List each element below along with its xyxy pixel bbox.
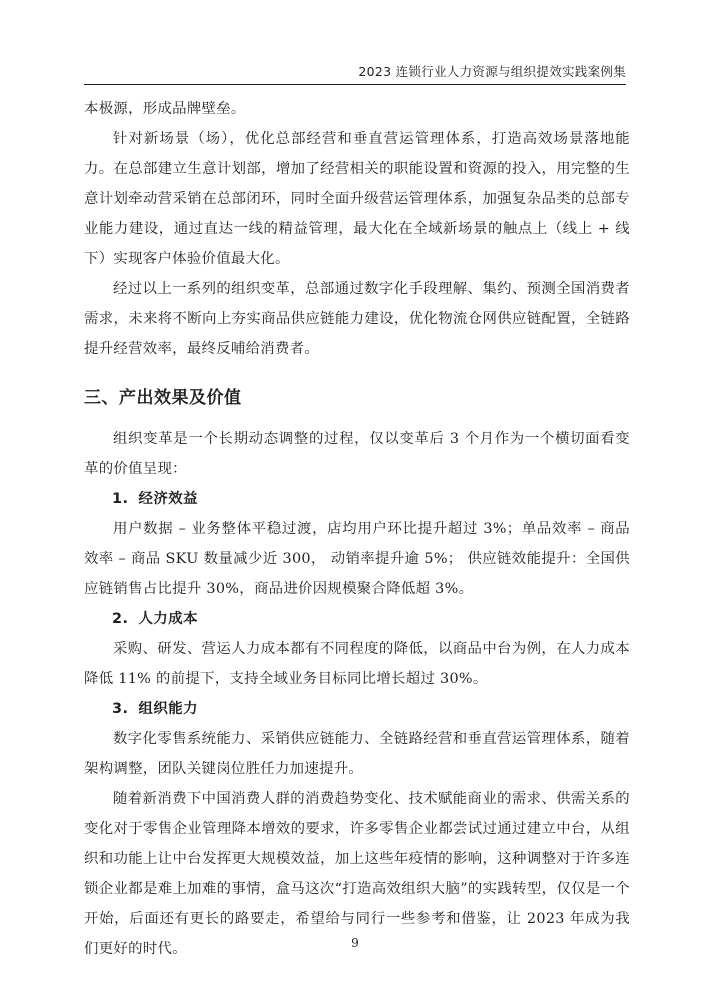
page-number: 9 [351, 936, 359, 950]
subsection-number: 1. [112, 491, 129, 507]
subsection-title: 人力成本 [138, 611, 199, 627]
subsection-number: 3. [112, 701, 129, 717]
paragraph-org-change: 经过以上一系列的组织变革，总部通过数字化手段理解、集约、预测全国消费者需求，未来将不断向上夯实商品供应链能力建设，优化物流仓网供应链配置，全链路提升经营效率，最终反哺给消费者。 [84, 281, 630, 357]
subsection-title: 经济效益 [138, 491, 199, 507]
paragraph-new-scene: 针对新场景（场），优化总部经营和垂直营运管理体系，打造高效场景落地能力。在总部建立生意计划部，增加了经营相关的职能设置和资源的投入，用完整的生意计划牵动营采销在总部闭环，同时全面升级营运管理体系，加强复杂品类的总部专业能力建设，通过直达一线的精益管理，最大化在全域新场景的触点上（线上 + 线下）实现客户体验价值最大化。 [84, 131, 630, 267]
subsection-text-labor-cost: 采购、研发、营运人力成本都有不同程度的降低，以商品中台为例，在人力成本降低 11% 的前提下，支持全域业务目标同比增长超过 30%。 [84, 641, 630, 687]
subsection-heading-labor-cost [84, 604, 630, 634]
subsection-heading-economic [84, 484, 630, 514]
subsection-title: 组织能力 [138, 701, 199, 717]
header-title: 2023 连锁行业人力资源与组织提效实践案例集 [358, 64, 626, 79]
page-body [84, 94, 630, 964]
subsection-text-economic: 用户数据 – 业务整体平稳过渡，店均用户环比提升超过 3%；单品效率 – 商品效率 – 商品 SKU 数量减少近 300， 动销率提升逾 5%； 供应链效能提升：全国供应链销售占比提升 30%，商品进价因规模聚合降低超 3%。 [84, 521, 630, 597]
running-header [84, 60, 626, 85]
subsection-number: 2. [112, 611, 129, 627]
paragraph-continuation: 本极源，形成品牌壁垒。 [84, 101, 246, 117]
section-intro: 组织变革是一个长期动态调整的过程，仅以变革后 3 个月作为一个横切面看变革的价值呈现： [84, 431, 630, 477]
closing-paragraph: 随着新消费下中国消费人群的消费趋势变化、技术赋能商业的需求、供需关系的变化对于零售企业管理降本增效的要求，许多零售企业都尝试过通过建立中台，从组织和功能上让中台发挥更大规模效益，加上这些年疫情的影响，这种调整对于许多连锁企业都是难上加难的事情，盒马这次“打造高效组织大脑”的实践转型，仅仅是一个开始，后面还有更长的路要走，希望给与同行一些参考和借鉴，让 2023 年成为我们更好的时代。 [84, 791, 630, 957]
section-title: 三、产出效果及价值 [84, 388, 242, 408]
subsection-heading-org-capability [84, 694, 630, 724]
subsection-text-org-capability: 数字化零售系统能力、采销供应链能力、全链路经营和垂直营运管理体系，随着架构调整，团队关键岗位胜任力加速提升。 [84, 731, 630, 777]
